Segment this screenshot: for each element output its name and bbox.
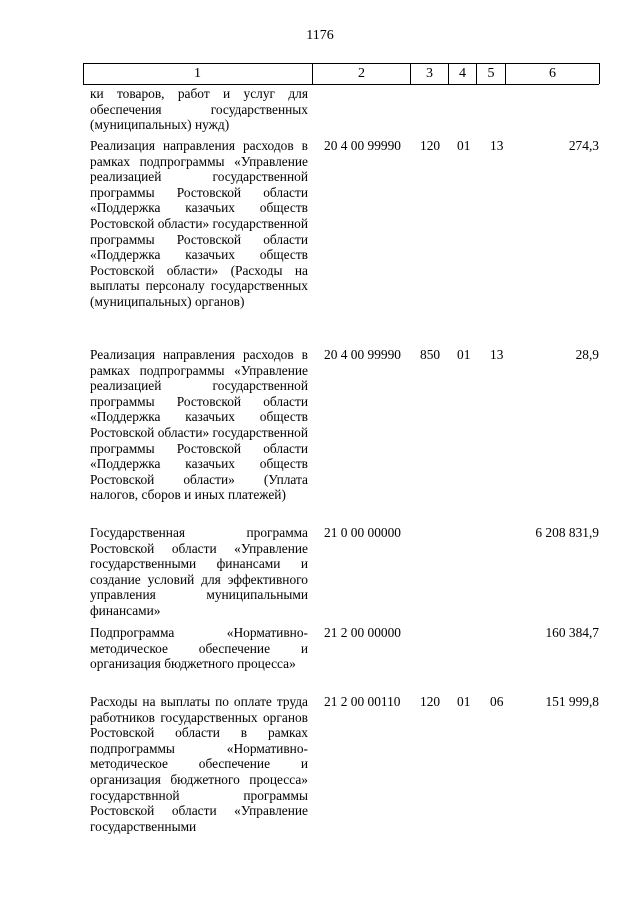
row-expense-type: 120 — [420, 694, 441, 709]
row-code: 20 4 00 99990 — [324, 347, 401, 362]
header-right-border — [599, 63, 600, 84]
row-description: Государственная программа Ростовской области «Управление государственными финансами и создание условий для эффективного управления муниципальными финансами» — [90, 525, 308, 618]
header-col-5: 5 — [487, 66, 495, 81]
page-number: 1176 — [306, 28, 334, 43]
row-amount: 151 999,8 — [545, 694, 599, 709]
row-section: 01 — [457, 694, 471, 709]
row-amount: 6 208 831,9 — [535, 525, 599, 540]
row-amount: 28,9 — [575, 347, 599, 362]
header-col-6: 6 — [549, 66, 556, 81]
row-subsection: 13 — [490, 347, 504, 362]
row-expense-type: 850 — [420, 347, 441, 362]
row-section: 01 — [457, 138, 471, 153]
row-expense-type: 120 — [420, 138, 441, 153]
row-description: Реализация направления расходов в рамках подпрограммы «Управление реализацией государственной программы Ростовской области «Поддержка казачьих обществ Ростовской области» государственной программы Ростовской области «Поддержка казачьих обществ Ростовской области» (Расходы на выплаты персоналу государственных (муниципальных) органов) — [90, 138, 308, 309]
header-left-border — [83, 63, 84, 84]
row-code: 21 0 00 00000 — [324, 525, 401, 540]
row-section: 01 — [457, 347, 471, 362]
row-code: 21 2 00 00110 — [324, 694, 401, 709]
row-description: Расходы на выплаты по оплате труда работников государственных органов Ростовской области в рамках подпрограммы «Нормативно-методическое обеспечение и организация бюджетного процесса» государствнной программы Ростовской области «Управление государственными — [90, 694, 308, 834]
header-col-2: 2 — [358, 66, 365, 81]
row-code: 20 4 00 99990 — [324, 138, 401, 153]
table-header — [83, 63, 599, 85]
row-amount: 160 384,7 — [545, 625, 599, 640]
row-description: Реализация направления расходов в рамках подпрограммы «Управление реализацией государственной программы Ростовской области «Поддержка казачьих обществ Ростовской области» государственной программы Ростовской области «Поддержка казачьих обществ Ростовской области» (Уплата налогов, сборов и иных платежей) — [90, 347, 308, 503]
row-description: Подпрограмма «Нормативно-методическое обеспечение и организация бюджетного процесса» — [90, 625, 308, 672]
row-amount: 274,3 — [568, 138, 599, 153]
row-description: ки товаров, работ и услуг для обеспечения государственных (муниципальных) нужд) — [90, 86, 308, 133]
header-col-4: 4 — [459, 66, 466, 81]
header-col-3: 3 — [426, 66, 433, 81]
row-code: 21 2 00 00000 — [324, 625, 401, 640]
header-col-1: 1 — [194, 66, 201, 81]
row-subsection: 13 — [490, 138, 504, 153]
row-subsection: 06 — [490, 694, 504, 709]
